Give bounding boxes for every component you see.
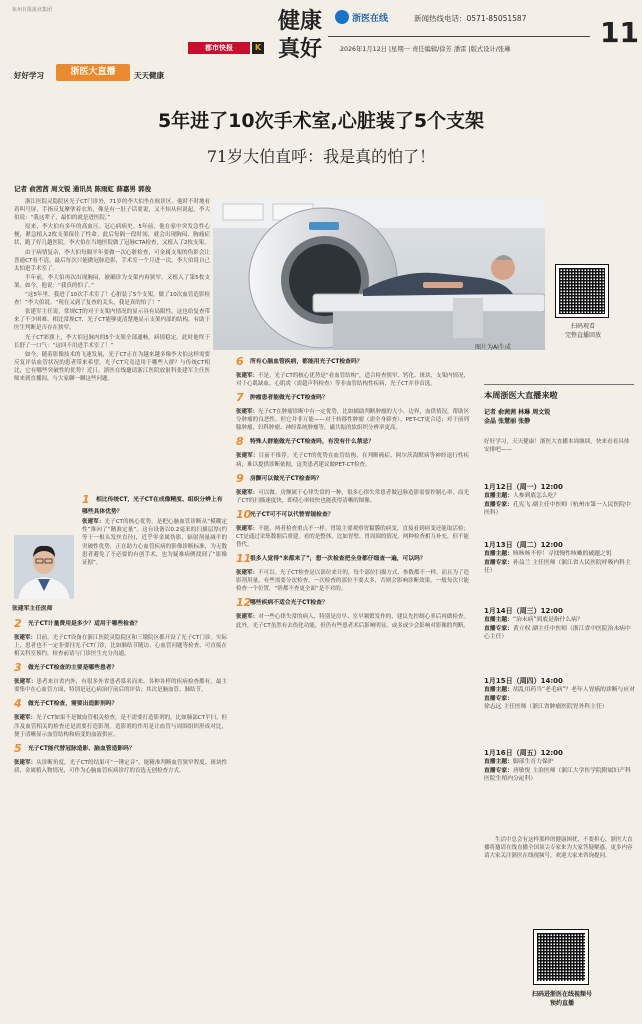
schedule-item	[484, 676, 636, 712]
news-hotline: 新闻热线电话：0571-85051587	[414, 14, 527, 23]
qa-question-text: 哪些疾病不适合光子CT检查？	[250, 600, 328, 607]
schedule-item	[484, 748, 636, 784]
qa-item	[236, 435, 469, 468]
qa-answer-text: 患者来自省内外，有很多外省患者慕名而来。各种各样的疾病检查都有，最主要集中在心血管方面，特别是冠心病治疗前后的评估；其次是脑血管、肺结节。	[14, 679, 227, 694]
qa-item	[236, 355, 469, 388]
qa-answer-lead: 张建军：	[82, 519, 105, 526]
qr-video-caption	[516, 990, 608, 1008]
sidebar-outro: 生活中总会有这样那样的健康困扰，不要担心，浙医大直播将邀请在线直播全国顶尖专家来为大家答疑解惑。更多内容请大家关注浙医在线视频号，欢迎大家来咨询提问。	[484, 837, 633, 860]
qa-column-left	[14, 617, 227, 781]
qa-item	[236, 507, 469, 549]
dushi-kuaibao-logo: 都市快报	[188, 42, 250, 54]
qa-question-text: 特殊人群能做光子CT检查吗，有没有什么禁忌？	[250, 439, 375, 446]
schedule-guest-text: 黄立权 副主任中医师（浙江省中医院治未病中心主任）	[484, 625, 631, 641]
qa-item	[14, 661, 227, 694]
schedule-topic-label: 直播主题：	[484, 493, 513, 499]
qa-item	[236, 552, 469, 593]
schedule-guest	[484, 501, 636, 518]
schedule-guest-text: 唐敏悦 主治医师（浙江大学医学院附属妇产科医院生殖内分泌科）	[484, 767, 631, 783]
subheadline: 71岁大伯直呼：我是真的怕了！	[206, 147, 436, 166]
qa-answer-lead: 张建军：	[236, 570, 259, 577]
qa-item	[14, 697, 227, 738]
schedule-item	[484, 482, 636, 518]
qa-answer-text: 光子CT在肿瘤诊断中有一定优势，比如辅助判断肿瘤的大小、边界，血供情况，帮助区分肿瘤的良恶性。但它并非万能——对于转移性肿瘤（需全身筛查），PET-CT更合适；对于前列腺肿瘤、妇科肿瘤、神经系统肿瘤等，磁共振的软组织分辨率更高。	[236, 409, 469, 432]
qa-number: 1	[82, 493, 90, 506]
sidebar-intro: 好好学习，天天健康！浙医大直播本周继续，快来看看具体安排吧——	[484, 439, 630, 454]
schedule-guest-label: 直播专家：	[484, 625, 513, 632]
qa-number: 3	[14, 661, 22, 675]
qa-answer	[14, 678, 227, 694]
schedule-guest	[484, 767, 636, 784]
schedule-guest-text: 孔宪飞 副主任中医师（杭州市第一人民医院中医科）	[484, 501, 631, 517]
headline: 5年进了10次手术室,心脏装了5个支架	[157, 110, 485, 132]
qa-answer-lead: 张建军：	[14, 679, 37, 686]
schedule-guest-label: 直播专家：	[484, 559, 513, 566]
masthead	[0, 0, 642, 60]
intro-paragraph: 张建军主任说，常规CT的对于支架内情况的显示具有局限性，这也给复查带来了不少困难。相比常规CT，光子CT能够更清楚地显示支架内部的结构，有助于医生判断是否存在狭窄。	[14, 309, 210, 332]
qa-question	[236, 355, 469, 370]
expert-portrait-image	[14, 535, 74, 599]
qa-question-text: 相比传统CT，光子CT在成像精度、组织分辨上有哪些具体优势？	[82, 497, 223, 515]
qa-item	[14, 741, 227, 775]
schedule-topic	[484, 492, 636, 501]
intro-paragraph: 原来，李大伯有多年的高血压、冠心病病史。5年前，他在家中突发急性心梗，紧急植入2枚支架保住了性命。此后每隔一段时间，就会出现胸闷、胸痛症状，跑了好几趟医院。李大伯在当地医院做了冠脉CTA检查，又植入了2枚支架。	[14, 224, 210, 247]
qa-number: 4	[14, 697, 22, 711]
zheyi-logo-text: 浙医在线	[352, 14, 389, 24]
qa-question-text: 很多人觉得“来都来了”，想一次检查把全身都仔细查一遍，可以吗？	[250, 556, 426, 563]
sidebar-title: 本周浙医大直播来啦	[484, 384, 634, 401]
schedule-topic-text: 脚部生育力保护	[513, 759, 554, 765]
qa-answer-text: 光子CT的核心优势，是把心脑血管诊断从“模糊定性”推向了“精准定量”。这台设备以0.2毫米的扫描层厚(约等于一根头发丝直径)，近乎零金属伪影、辐射剂量减半的突破性优势，正在助力心血管疾病的影像诊断标准，为无数患者避免了不必要的有创手术，也为疑难病例找到了“影像证据”。	[82, 519, 227, 566]
qa-item	[82, 493, 227, 573]
zheyi-zaixian-logo	[335, 10, 409, 24]
qa-answer-text: 可以做。房颤属于心律失常的一种，很多心律失常患者做冠脉造影需要控制心率，而光子CT的扫描速度快，即使心率较快也能获得清晰的图像。	[236, 489, 469, 504]
zheyi-live-badge: 浙医大直播	[56, 64, 130, 81]
qa-answer-text: 光子CT如果不是做血管相关检查，是不需要打造影剂的，比如肺部CT平扫。但涉及血管相关的检查还是需要打造影剂。造影剂的作用是让血管与周围组织形成对比，便于清晰显示血管结构和病变的血液供应。	[14, 715, 227, 738]
qa-question-text: 房颤可以做光子CT检查吗？	[250, 475, 322, 482]
intro-paragraph: 浙江医院灵隐院区光子CT门诊外，71岁的李大伯坐在候诊区。他时不时地看着叫号屏，手指反复摩挲着衣角，像是有一肚子话要说，又不知从何说起。李大伯说：“我这辈子，最怕的就是进医院。”	[14, 199, 210, 222]
qa-number: 11	[236, 552, 252, 566]
ct-scanner-photo	[213, 198, 545, 350]
qa-answer-lead: 张建军：	[14, 715, 37, 722]
qa-item	[14, 617, 227, 658]
sidebar-byline-line2: 金晶 张慧丽 张静	[484, 418, 531, 425]
schedule-date: 1月14日（周三）12:00	[484, 607, 563, 615]
qa-answer-lead: 张建军：	[236, 453, 259, 460]
qa-answer	[82, 518, 227, 567]
intro-column	[14, 198, 210, 384]
qa-answer	[236, 452, 469, 468]
qa-question-text: 所有心脑血管疾病，都能用光子CT检查吗？	[250, 359, 363, 365]
qa-answer-text: 不可以。光子CT检查是以部位来计的，每个部位扫描方式、参数都不一样。而且为了造影剂用量，有些需要分次检查，一次检查的部位不要太多，否则会影响诊断效果。一般每次只能检查一个位置，“啥都不查更全面”是不对的。	[236, 570, 469, 593]
qa-answer-text: 从诊断角度，光子CT的结果可“一锤定音”，能精准判断血管狭窄程度、斑块性质、金属植入物情况，可作为心脑血管疾病诊疗的首选无创检查方式。	[14, 759, 227, 774]
intro-paragraph: 半年前，李大伯再次出现胸闷，被确诊为支架内再狭窄，又植入了第5枚支架。如今，他说：“我真的怕了。”	[14, 274, 210, 289]
tag-left-text: 好好学习	[14, 71, 44, 80]
schedule-topic-text: 胡乱用药当“老毛病”？老年人胃癌的诊断与应对	[513, 687, 635, 693]
qa-number: 5	[14, 741, 22, 755]
schedule-guest	[484, 625, 636, 642]
schedule-item	[484, 606, 636, 642]
qa-column-middle	[236, 355, 469, 636]
sidebar-byline	[484, 408, 634, 426]
qa-question	[82, 493, 227, 516]
qa-number: 2	[14, 617, 22, 630]
qr-code-replay[interactable]	[556, 265, 608, 317]
qa-number: 9	[236, 471, 244, 485]
qa-number: 7	[236, 391, 244, 405]
qa-number: 10	[236, 507, 252, 521]
issue-date-line: 2026年1月12日 |星期一 责任编辑/徐芳 潘雷 |版式设计/张琳	[340, 46, 511, 53]
page-number: 11	[600, 16, 639, 49]
schedule-date: 1月16日（周五）12:00	[484, 749, 563, 757]
qa-question	[236, 507, 469, 523]
qa-question	[236, 471, 469, 487]
qa-question	[14, 697, 227, 712]
qa-question-text: 光子CT计量费用是多少？适用于哪些检查？	[28, 621, 141, 627]
qa-question	[236, 435, 469, 450]
qa-answer-lead: 张建军：	[236, 373, 259, 379]
qa-answer-text: 目前不推荐。光子CT的优势在血管结构，在判断癌症、阿尔茨海默病等神经退行性疾病，难以提供诊断依据，这类患者建议做PET-CT检查。	[236, 453, 469, 468]
schedule-topic-text: 咳咳咳不停！寻找慢性咳嗽的破题之钥	[513, 551, 612, 557]
masthead-divider	[328, 36, 590, 37]
schedule-topic	[484, 616, 636, 625]
qa-question	[14, 661, 227, 676]
schedule-guest-label: 直播专家：	[484, 501, 513, 508]
schedule-date: 1月15日（周四）14:00	[484, 677, 563, 685]
schedule-guest	[484, 695, 636, 712]
schedule-guest-label: 直播专家：	[484, 767, 513, 774]
sidebar-byline-line1: 记者 俞茜茜 林琳 周文锐	[484, 409, 551, 416]
qa-answer-lead: 张建军：	[236, 489, 259, 496]
qa-question-text: 做光子CT检查的主要是哪些患者？	[28, 665, 118, 672]
tag-right-text: 天天健康	[134, 71, 164, 80]
byline: 记者 俞茜茜 周文锐 通讯员 陈雨虹 薛嘉男 郭俊	[14, 185, 152, 193]
expert-portrait	[14, 535, 74, 599]
qa-question-text: 做光子CT检查，需要出造影剂吗？	[28, 701, 118, 708]
schedule-topic-text: 人参到底怎么吃？	[513, 493, 560, 499]
qa-answer-text: 不能，两者检查重点不一样。胃镜主要观察胃黏膜的病变，直接看到病变还能取活检；CT是通过采集数据后重建，看的是整体，比如胃壁、胃周围的情况。两种检查相互补充，但不能替代。	[236, 525, 469, 549]
qa-question-text: 光子CT可不可以代替胃镜检查？	[250, 511, 334, 518]
schedule-topic-label: 直播主题：	[484, 759, 513, 765]
qa-number: 6	[236, 355, 244, 368]
qa-answer	[236, 408, 469, 432]
qa-answer-text: 不是。光子CT的核心优势是“看血管结构”，适合检查狭窄、钙化、斑块、支架内情况，对于心肌缺血、心肌炎（需超声科检查）等非血管结构性疾病，光子CT并非首选。	[236, 373, 469, 388]
schedule-topic-label: 直播主题：	[484, 687, 513, 693]
qa-answer	[14, 634, 227, 658]
qa-question	[236, 596, 469, 611]
section-title-line2: 真好	[278, 36, 323, 62]
intro-closing: 如今，随着影像技术的飞速发展，光子CT正在为越来越多像李大伯这样需要反复评估血管状况的患者带来希望。光子CT究竟适用于哪些人群？与传统CT相比，它有哪些突破性的优势？近日，浙医在线邀请浙江医院放射科张建军主任医师来到直播间，与大家聊一聊这些问题。	[14, 351, 210, 382]
qr-code-video-channel[interactable]	[534, 930, 588, 984]
qr-replay-caption-line2: 完整直播回放	[564, 332, 601, 339]
qa-answer-lead: 张建军：	[14, 759, 37, 766]
qa-answer-lead: 张建军：	[236, 525, 259, 532]
expert-caption: 张建军主任医师	[12, 606, 53, 612]
intro-paragraph: “这5年里，我进了10次手术室了！心脏装了5个支架，做了10次血管造影检查！”李大伯说。“现在又到了复查的关头，我是真的怕了！”	[14, 292, 210, 307]
schedule-date: 1月13日（周二）12:00	[484, 541, 563, 549]
qa-item	[236, 391, 469, 432]
intro-paragraph: 由于病情复杂，李大伯每隔半年要做一次心脏检查，可金属支架的伪影会让普通CT看不清，最后每次只能做冠脉造影，手术室一个月进一次。李大伯说自己太怕进手术室了。	[14, 249, 210, 272]
schedule-guest-text: 孙益兰 主任医师（浙江省人民医院呼吸内科主任）	[484, 559, 631, 575]
qa-question	[236, 391, 469, 406]
qa-answer-lead: 张建军：	[236, 614, 259, 621]
qa-answer	[14, 714, 227, 738]
zheyi-logo-icon	[335, 10, 349, 24]
qa-question	[14, 617, 227, 632]
qa-answer-lead: 张建军：	[236, 409, 259, 416]
masthead-group-label: 杭州日报报业集团	[12, 7, 53, 13]
qa-answer-text: 对一些心律失常的病人，特别是房早、室早频繁发作的，建议先控制心率后再做检查。此外，光子CT虽然有去伪化功能，但仍有些患者术后影响明显，或多或少会影响对影像的判断。	[236, 614, 469, 629]
qr-replay-caption	[553, 322, 613, 340]
qr-video-caption-line1: 扫码进浙医在线视频号	[531, 991, 592, 998]
qa-question-text: 光子CT能代替冠脉造影、脑血管造影吗？	[28, 745, 135, 752]
schedule-guest	[484, 559, 636, 576]
qa-answer	[236, 489, 469, 505]
qa-answer	[236, 569, 469, 593]
k-logo-icon: K	[252, 42, 264, 54]
section-title-line1: 健康	[278, 8, 323, 34]
qr-replay-caption-line1: 扫码观看	[570, 323, 595, 330]
qr-video-caption-line2: 预约直播	[549, 1000, 574, 1007]
schedule-topic	[484, 550, 636, 559]
schedule-topic	[484, 758, 636, 767]
qa-answer	[236, 613, 469, 629]
qa-answer	[236, 525, 469, 549]
qa-number: 8	[236, 435, 244, 449]
qa-item	[236, 471, 469, 505]
qa-number: 12	[236, 596, 252, 610]
schedule-topic-text: “治未病”到底是指什么病？	[513, 617, 583, 623]
qa-answer	[14, 759, 227, 775]
qa-answer-lead: 张建军：	[14, 635, 37, 641]
schedule-guest-label: 直播专家：	[484, 695, 513, 702]
schedule-item	[484, 540, 636, 576]
qa-question	[14, 741, 227, 757]
qa-question-text: 肿瘤患者能做光子CT检查吗？	[250, 395, 328, 402]
schedule-topic	[484, 686, 636, 695]
qa-answer-text: 目前，光子CT设备在浙江医院灵隐院区和三墩院区都开设了光子CT门诊。实际上，患者也不一定非要挂光子CT门诊，比如肺结节随访、心血管问题等检查，可直接在相关科室预约，检查前请与门诊医生充分沟通。	[14, 635, 227, 658]
qa-item	[236, 596, 469, 629]
schedule-topic-label: 直播主题：	[484, 617, 513, 623]
qa-answer	[236, 372, 469, 388]
schedule-guest-text: 徐志远 主任医师（浙江省肿瘤医院胃外科主任）	[484, 704, 608, 711]
ct-scanner-illustration	[213, 198, 545, 350]
schedule-topic-label: 直播主题：	[484, 551, 513, 557]
intro-paragraph: 光子CT彩旗上，李大伯冠脉内的5个支架全部通畅，病情稳定。此时他终于长舒了一口气：“这回不用进手术室了！”	[14, 334, 210, 349]
qa-question	[236, 552, 469, 567]
photo-caption: 图片为AI生成	[475, 344, 511, 351]
schedule-date: 1月12日（周一）12:00	[484, 483, 563, 491]
